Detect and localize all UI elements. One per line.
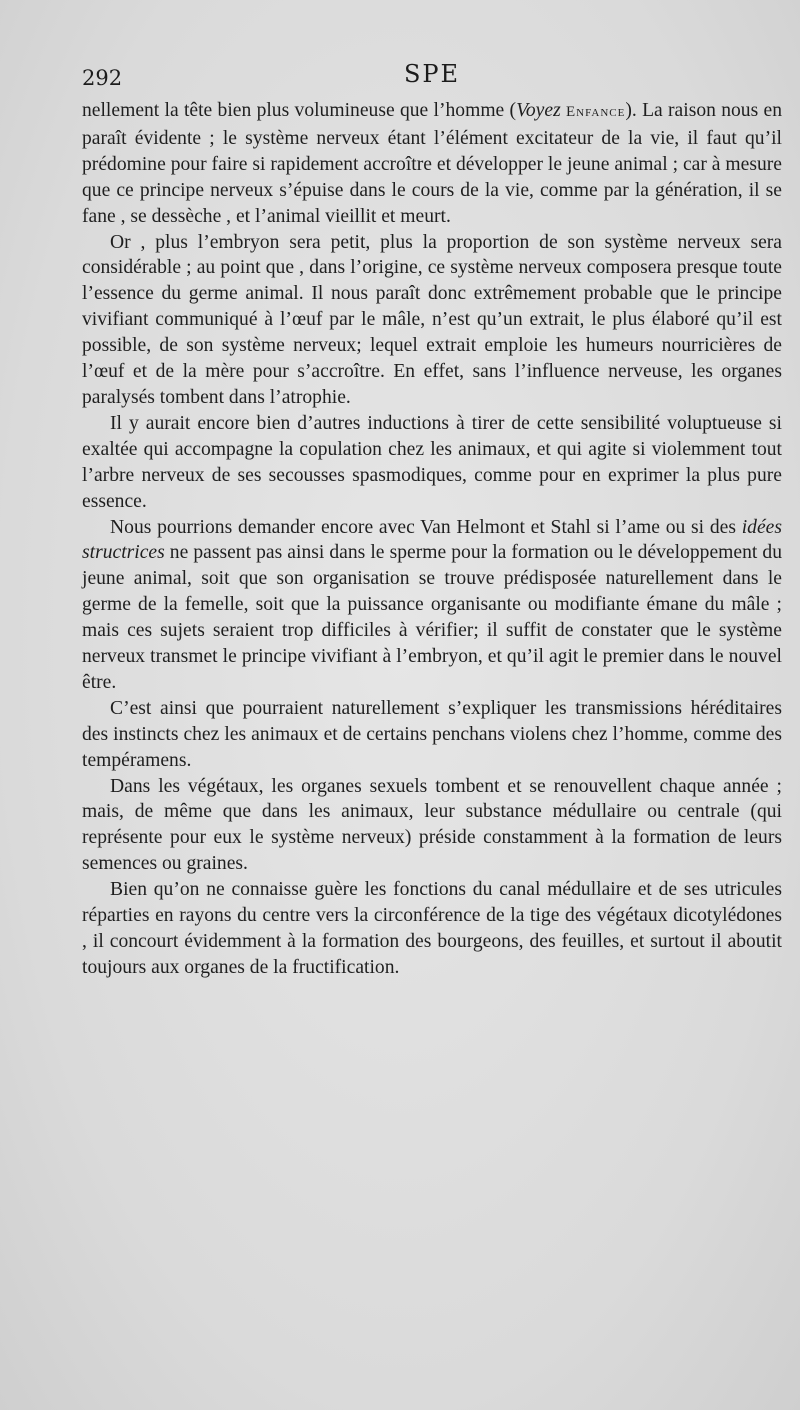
paragraph: C’est ainsi que pourraient naturellement s’expliquer les transmissions héréditaires des instincts chez les animaux et de certains penchans violens chez l’homme, comme des tempéramens. [82, 697, 782, 771]
text-run: ). La raison nous en paraît évidente ; le système nerveux étant l’élément excitateur de la vie, il faut qu’il prédomine pour faire si rapidement accroître et développer le jeune animal ; car à mesure que ce principe nerveux s’épuise dans le cours de la vie, comme par la génération, il se fane , se dessèche , et l’animal vieillit et meurt. [82, 100, 782, 227]
text-run: Nous pourrions demander encore avec Van Helmont et Stahl si l’ame ou si des [110, 516, 742, 538]
text-run: ne passent pas ainsi dans le sperme pour la formation ou le développement du jeune animal, soit que son organisation se trouve prédisposée naturellement dans le germe de la femelle, soit que la puissance organisante ou modifiante émane du mâle ; mais ces sujets seraient trop difficiles à vérifier; il suffit de constater que le système nerveux transmet le principe vivifiant à l’embryon, et qu’il agit le premier dans le nouvel être. [82, 542, 782, 693]
page-number: 292 [82, 66, 123, 90]
paragraph [82, 98, 782, 230]
paragraph: Or , plus l’embryon sera petit, plus la proportion de son système nerveux sera considérable ; au point que , dans l’origine, ce système nerveux composera presque toute l’essence du germe animal. Il nous paraît donc extrêmement probable que le principe vivifiant communiqué à l’œuf par le mâle, n’est qu’un extrait, le plus élaboré qu’il est possible, de son système nerveux; lequel extrait emploie les humeurs nourricières de l’œuf et de la mère pour s’accroître. En effet, sans l’influence nerveuse, les organes paralysés tombent dans l’atrophie. [82, 231, 782, 408]
italic-text: idées structrices [82, 516, 782, 564]
paragraph [82, 515, 782, 696]
paragraph: Dans les végétaux, les organes sexuels tombent et se renouvellent chaque année ; mais, de même que dans les animaux, leur substance médullaire ou centrale (qui représente pour eux le système nerveux) préside constamment à la formation de leurs semences ou graines. [82, 775, 782, 875]
paragraph: Bien qu’on ne connaisse guère les fonctions du canal médullaire et de ses utricules réparties en rayons du centre vers la circonférence de la tige des végétaux dicotylédones , il concourt évidemment à la formation des bourgeons, des feuilles, et surtout il aboutit toujours aux organes de la fructification. [82, 879, 782, 978]
body-text [82, 98, 782, 981]
running-head: SPE [403, 60, 461, 88]
italic-text: Voyez [516, 100, 561, 121]
paragraph: Il y aurait encore bien d’autres inductions à tirer de cette sensibilité voluptueuse si exaltée qui accompagne la copulation chez les animaux, et qui agite si violemment tout l’arbre nerveux de ses secousses spasmodiques, comme pour en exprimer la plus pure essence. [82, 412, 782, 512]
cross-reference: Enfance [566, 104, 626, 120]
page-header [82, 60, 782, 100]
text-run: nellement la tête bien plus volumineuse que l’homme ( [82, 100, 517, 121]
